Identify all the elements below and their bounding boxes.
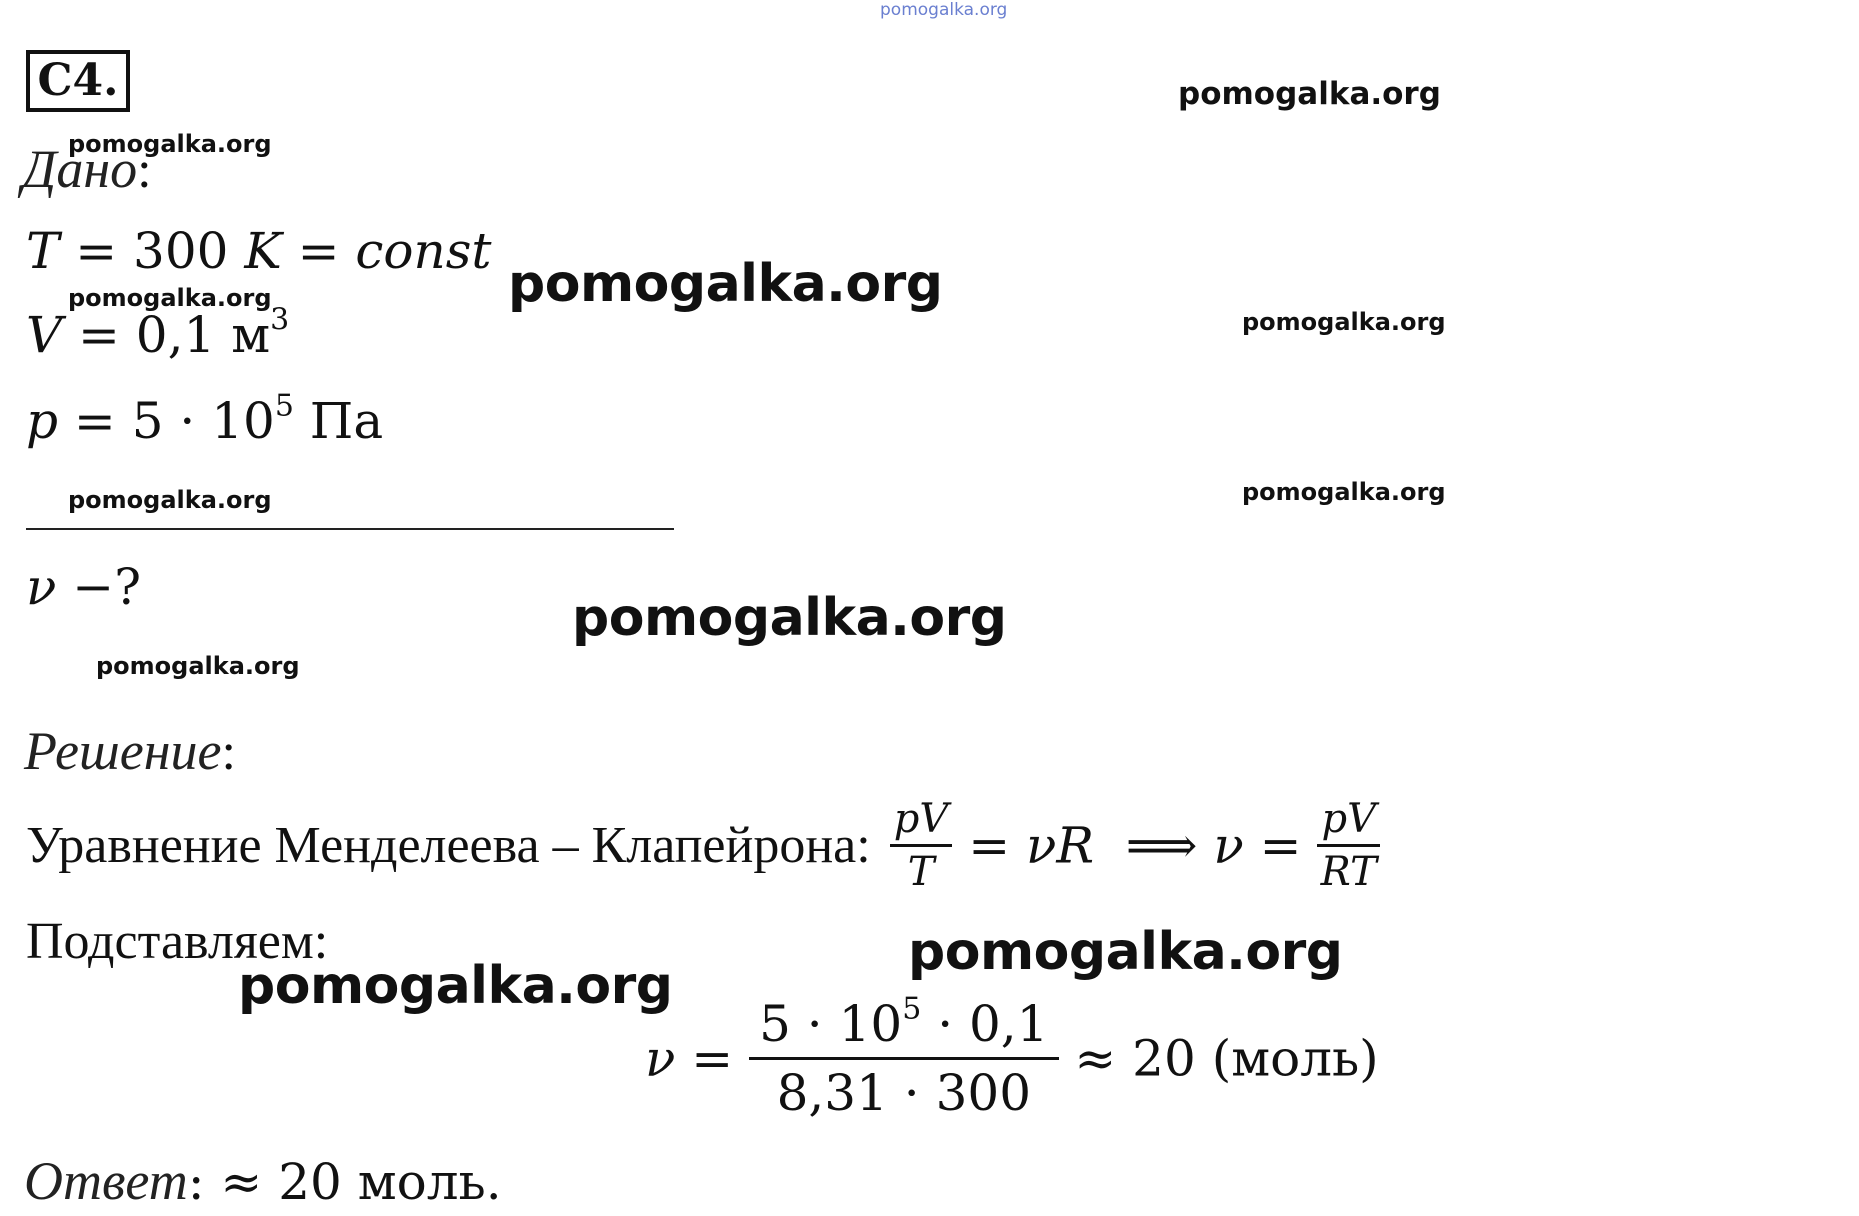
answer-line [24,1150,502,1212]
calc-numerator-b: · 0,1 [921,995,1049,1053]
solution-heading [24,720,236,782]
fraction-pv-over-rt [1317,796,1380,895]
find-text: −? [56,558,142,616]
pressure-value: = 5 · 10 [58,392,275,450]
volume-exponent: 3 [270,302,290,338]
calc-result: ≈ 20 (моль) [1058,1029,1379,1088]
volume-value: = 0,1 м [62,306,271,364]
given-temperature [26,222,491,280]
given-colon: : [137,142,152,199]
watermark: pomogalka.org [68,284,272,312]
calc-numerator-exponent: 5 [902,991,922,1027]
fraction-pv-over-t [890,796,953,895]
volume-symbol: V [26,306,63,364]
watermark: pomogalka.org [68,130,272,158]
mendeleev-clapeyron-line [26,796,1380,906]
given-volume [26,302,290,364]
watermark: pomogalka.org [1242,478,1446,506]
pressure-unit: Па [293,392,384,450]
solution-label: Решение [24,721,222,781]
calc-numerator-a: 5 · 10 [759,995,903,1053]
watermark: pomogalka.org [572,588,1007,648]
temperature-unit: K [244,222,282,280]
fraction-pv-over-t-denominator: T [907,849,935,895]
pressure-symbol: p [26,392,59,450]
watermark: pomogalka.org [96,652,300,680]
watermark-top: pomogalka.org [880,0,1008,20]
watermark: pomogalka.org [1178,76,1441,112]
temperature-eq: = [281,222,356,280]
solution-colon: : [221,724,236,781]
fraction-pv-over-t-numerator: pV [890,796,953,847]
fraction-pv-over-rt-numerator: pV [1317,796,1380,847]
calc-numerator [749,991,1058,1060]
watermark: pomogalka.org [1242,308,1446,336]
given-pressure [26,388,384,450]
find-symbol: ν [26,558,57,616]
calculation [645,991,1379,1122]
watermark: pomogalka.org [238,956,673,1016]
given-label: Дано [22,139,138,199]
problem-number: C4. [26,50,130,112]
calc-denominator: 8,31 · 300 [776,1064,1032,1122]
watermark: pomogalka.org [508,254,943,314]
given-divider [26,528,674,530]
calc-lhs: ν = [645,1029,750,1088]
substitute-label: Подставляем: [26,913,329,970]
fraction-pv-over-rt-denominator: RT [1320,849,1377,895]
pressure-exponent: 5 [274,388,294,424]
answer-label: Ответ [24,1151,188,1211]
answer-text: : ≈ 20 моль. [187,1153,502,1211]
calc-fraction [749,991,1058,1122]
temperature-value: = 300 [59,222,245,280]
find-quantity [26,558,141,616]
watermark: pomogalka.org [68,486,272,514]
watermark: pomogalka.org [908,922,1343,982]
equation-middle: = νR ⟹ ν = [952,816,1318,875]
temperature-const: const [355,222,492,280]
equation-title: Уравнение Менделеева – Клапейрона: [26,817,871,874]
temperature-symbol: T [26,222,60,280]
